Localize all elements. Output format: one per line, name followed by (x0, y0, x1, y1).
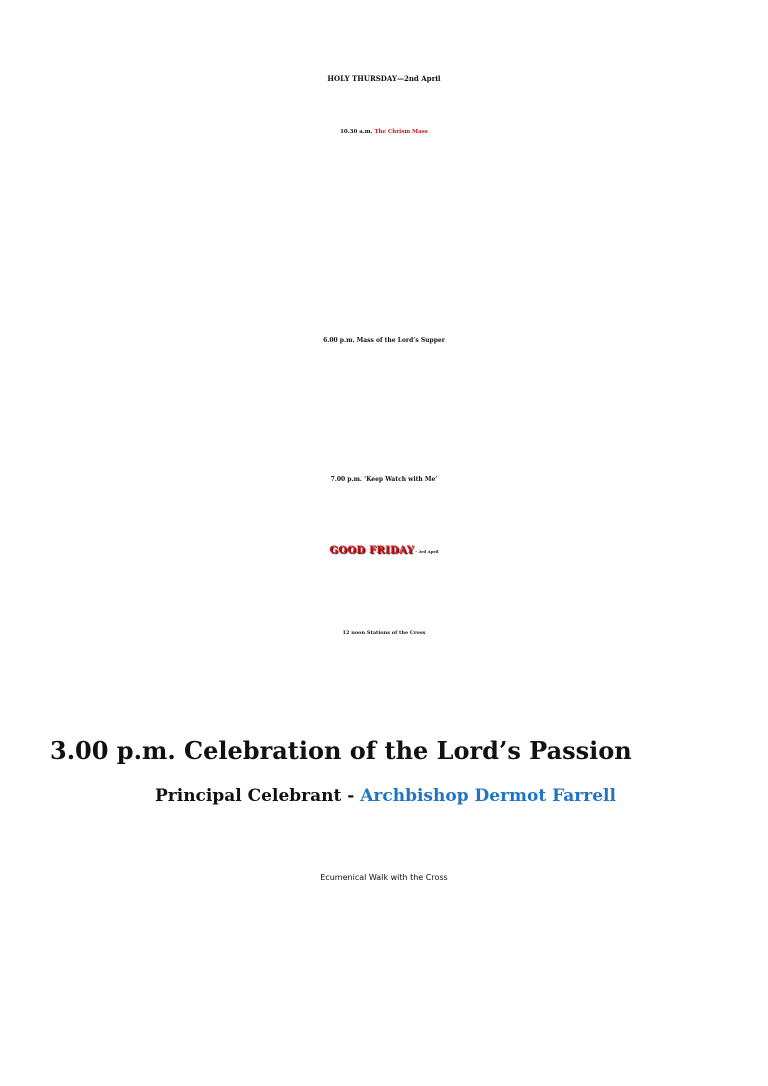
passion-celebrant-label: Principal Celebrant - (155, 786, 361, 806)
walk-description-line-3 (0, 956, 768, 973)
chrism-mass-title: The Chrism Mass (374, 129, 428, 135)
passion-celebrant (155, 786, 616, 806)
passion-celebrant-name: Archbishop Dermot Farrell (360, 786, 616, 806)
walk-description-line-2 (0, 939, 768, 956)
stations-heading: 12 noon Stations of the Cross (342, 630, 426, 636)
chrism-mass-heading (0, 128, 768, 135)
walk-description-line-1 (0, 922, 768, 939)
chrism-mass-time: 10.30 a.m. (340, 129, 375, 135)
good-friday-date: - 3rd April (414, 549, 439, 554)
keep-watch-heading: 7.00 p.m. ‘Keep Watch with Me’ (330, 476, 438, 483)
supper-heading: 6.00 p.m. Mass of the Lord’s Supper (323, 337, 445, 344)
ecumenical-walk-heading: Ecumenical Walk with the Cross (320, 873, 448, 882)
walk-description-line-4 (0, 973, 768, 990)
good-friday-title: GOOD FRIDAY (329, 545, 414, 556)
good-friday-heading (0, 545, 768, 556)
holy-thursday-heading: HOLY THURSDAY—2nd April (327, 74, 441, 83)
passion-heading: 3.00 p.m. Celebration of the Lord’s Passion (50, 736, 632, 765)
